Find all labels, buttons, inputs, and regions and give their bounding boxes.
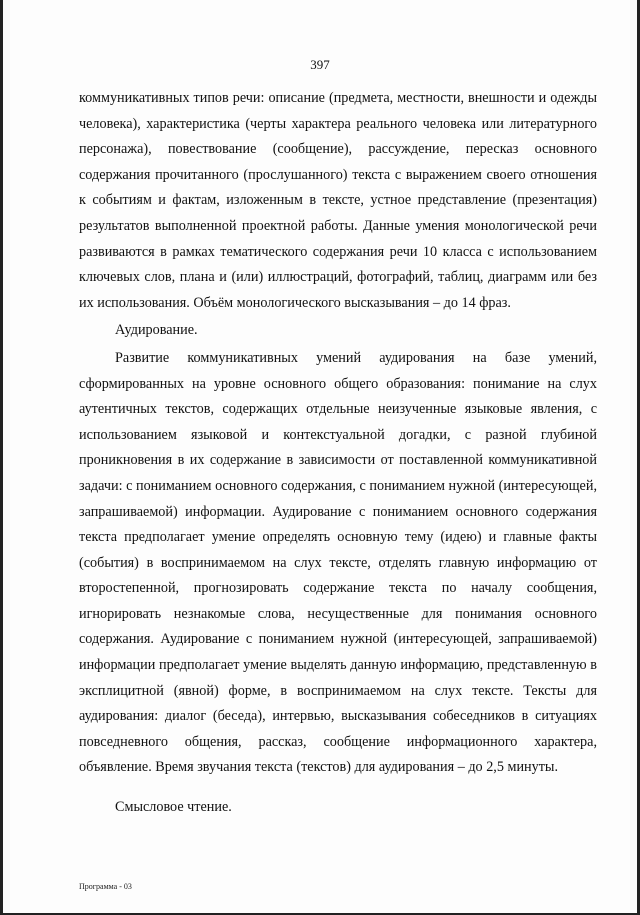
- paragraph-listening: Развитие коммуникативных умений аудирования на базе умений, сформированных на уровне основного общего образования: понимание на слух аутентичных текстов, содержащих отдельные неизученные языковые явления, с использованием языковой и контекстуальной догадки, с разной глубиной проникновения в их содержание в зависимости от поставленной коммуникативной задачи: с пониманием основного содержания, с пониманием нужной (интересующей, запрашиваемой) информации. Аудирование с пониманием основного содержания текста предполагает умение определять основную тему (идею) и главные факты (события) в воспринимаемом на слух тексте, отделять главную информацию от второстепенной, прогнозировать содержание текста по началу сообщения, игнорировать незнакомые слова, несущественные для понимания основного содержания. Аудирование с пониманием нужной (интересующей, запрашиваемой) информации предполагает умение выделять данную информацию, представленную в эксплицитной (явной) форме, в воспринимаемом на слух тексте. Тексты для аудирования: диалог (беседа), интервью, высказывания собеседников в ситуациях повседневного общения, рассказ, сообщение информационного характера, объявление. Время звучания текста (текстов) для аудирования – до 2,5 минуты.: [79, 349, 597, 776]
- scan-border-left: [0, 0, 3, 915]
- footer-program-label: Программа - 03: [79, 882, 132, 891]
- section-heading-reading: Смысловое чтение.: [115, 799, 232, 816]
- document-body: [79, 86, 597, 823]
- paragraph-monologue-types: коммуникативных типов речи: описание (предмета, местности, внешности и одежды человека), характеристика (черты характера реального человека или литературного персонажа), повествование (сообщение), рассуждение, пересказ основного содержания прочитанного (прослушанного) текста с выражением своего отношения к событиям и фактам, изложенным в тексте, устное представление (презентация) результатов выполненной проектной работы. Данные умения монологической речи развиваются в рамках тематического содержания речи 10 класса с использованием ключевых слов, плана и (или) иллюстраций, фотографий, таблиц, диаграмм или без их использования. Объём монологического высказывания – до 14 фраз.: [79, 90, 597, 311]
- section-heading-listening: Аудирование.: [115, 322, 198, 339]
- page-number: 397: [310, 57, 330, 72]
